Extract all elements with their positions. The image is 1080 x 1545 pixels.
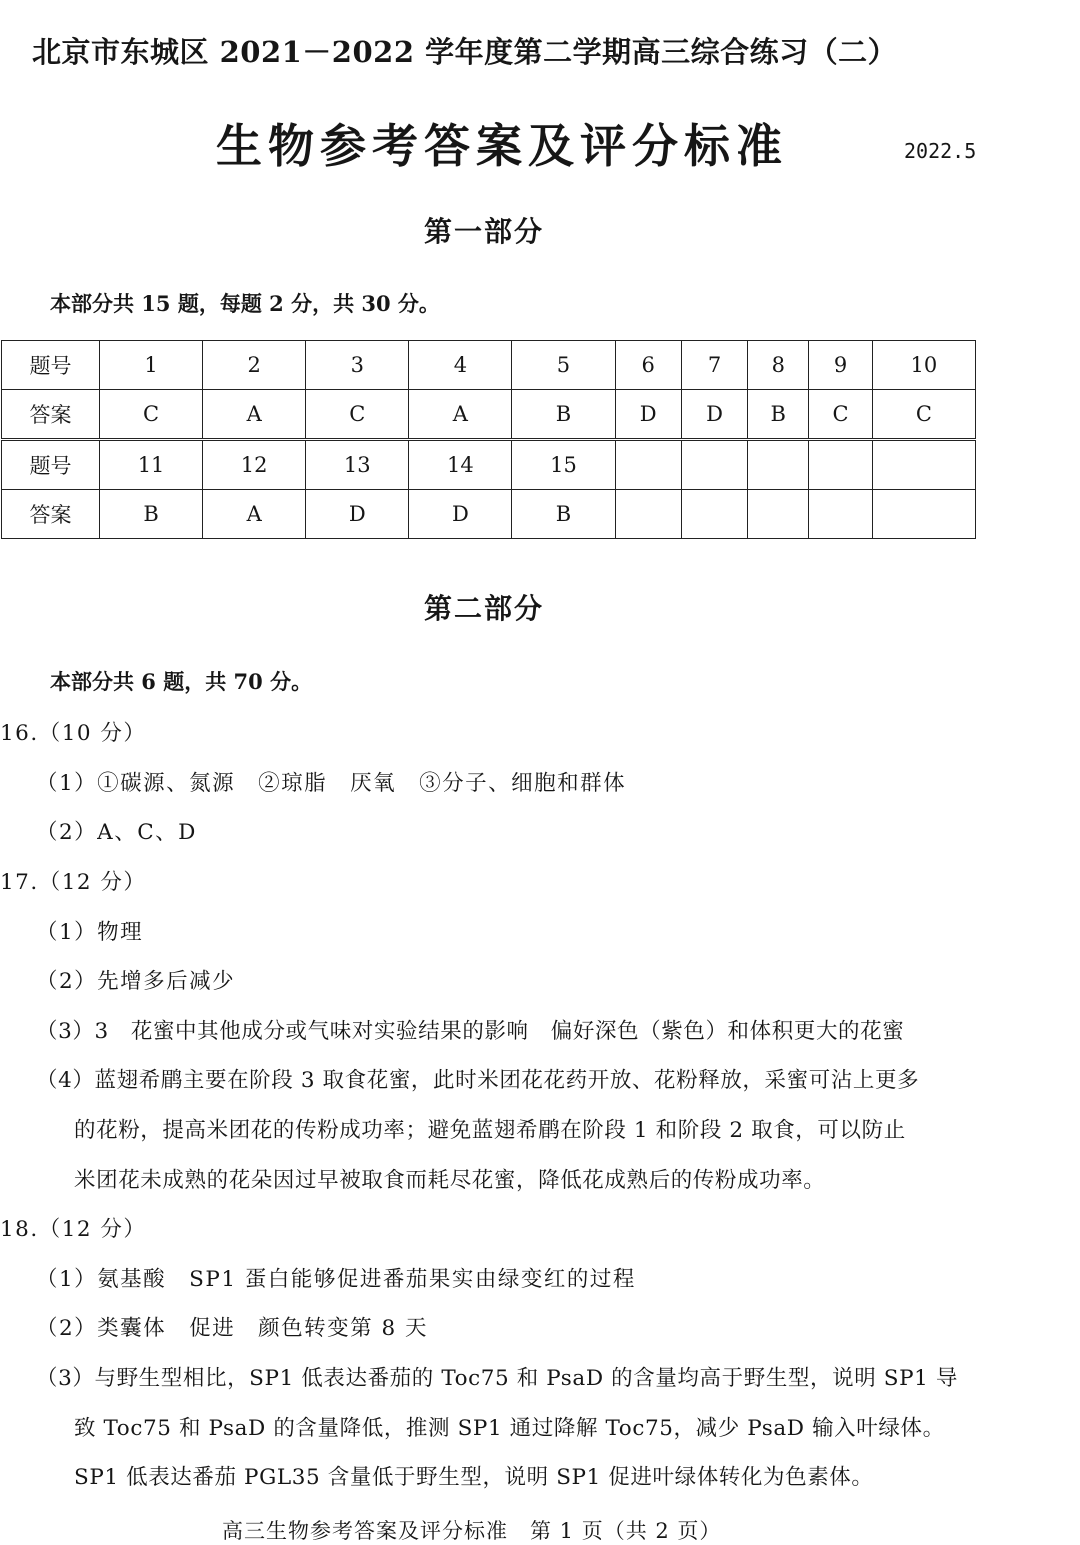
row-label-question: 题号: [2, 440, 100, 490]
row-label-answer: 答案: [2, 390, 100, 440]
answer-line: 致 Toc75 和 PsaD 的含量降低，推测 SP1 通过降解 Toc75，减少 PsaD 输入叶绿体。: [74, 1416, 945, 1441]
answer-cell: D: [306, 490, 409, 539]
page-title: 生物参考答案及评分标准: [216, 119, 788, 173]
question-number-cell: [615, 440, 681, 490]
answer-cell: C: [306, 390, 409, 440]
answer-cell: C: [872, 390, 975, 440]
answer-line: （1）物理: [36, 920, 144, 945]
answer-cell: [748, 490, 809, 539]
question-number-cell: 5: [512, 341, 615, 390]
answer-cell: B: [100, 490, 203, 539]
answer-line: （3）3 花蜜中其他成分或气味对实验结果的影响 偏好深色（紫色）和体积更大的花蜜: [36, 1019, 905, 1044]
answer-line: （2）类囊体 促进 颜色转变第 8 天: [36, 1316, 429, 1341]
answer-line: （2）先增多后减少: [36, 969, 236, 994]
exam-header-title: 北京市东城区 2021－2022 学年度第二学期高三综合练习（二）: [32, 35, 898, 69]
question-number-cell: 2: [203, 341, 306, 390]
question-number-cell: 12: [203, 440, 306, 490]
document-date: 2022.5: [904, 139, 977, 163]
answer-cell: C: [100, 390, 203, 440]
question-number-cell: 7: [681, 341, 747, 390]
table-row-questions-1: [2, 341, 976, 390]
question-number-cell: 4: [409, 341, 512, 390]
answer-cell: D: [681, 390, 747, 440]
answer-cell: B: [748, 390, 809, 440]
question-number-cell: [809, 440, 872, 490]
question-number-cell: 15: [512, 440, 615, 490]
page-footer: 高三生物参考答案及评分标准 第 1 页（共 2 页）: [222, 1519, 722, 1543]
question-number-cell: 3: [306, 341, 409, 390]
question-number-cell: [681, 440, 747, 490]
question-16-heading: 16.（10 分）: [0, 721, 147, 746]
answer-line: （3）与野生型相比，SP1 低表达番茄的 Toc75 和 PsaD 的含量均高于野生型，说明 SP1 导: [36, 1366, 958, 1391]
part2-intro: 本部分共 6 题，共 70 分。: [50, 669, 313, 694]
question-number-cell: [872, 440, 975, 490]
question-number-cell: [748, 440, 809, 490]
answer-cell: [681, 490, 747, 539]
answer-line: 的花粉，提高米团花的传粉成功率；避免蓝翅希鹛在阶段 1 和阶段 2 取食，可以防止: [74, 1118, 906, 1143]
answer-cell: B: [512, 490, 615, 539]
question-number-cell: 9: [809, 341, 872, 390]
question-number-cell: 13: [306, 440, 409, 490]
question-number-cell: 14: [409, 440, 512, 490]
row-label-question: 题号: [2, 341, 100, 390]
table-row-answers-1: [2, 390, 976, 440]
answer-cell: C: [809, 390, 872, 440]
part2-title: 第二部分: [424, 592, 545, 625]
answer-cell: [872, 490, 975, 539]
row-label-answer: 答案: [2, 490, 100, 539]
answer-line: 米团花未成熟的花朵因过早被取食而耗尽花蜜，降低花成熟后的传粉成功率。: [74, 1168, 826, 1193]
answer-line: （1）①碳源、氮源 ②琼脂 厌氧 ③分子、细胞和群体: [36, 771, 627, 796]
table-row-answers-2: [2, 490, 976, 539]
answer-line: （4）蓝翅希鹛主要在阶段 3 取食花蜜，此时米团花花药开放、花粉释放，采蜜可沾上更多: [36, 1068, 920, 1093]
answer-cell: B: [512, 390, 615, 440]
answer-line: （2）A、C、D: [36, 820, 197, 845]
question-17-heading: 17.（12 分）: [0, 870, 147, 895]
answer-line: （1）氨基酸 SP1 蛋白能够促进番茄果实由绿变红的过程: [36, 1267, 636, 1292]
question-number-cell: 8: [748, 341, 809, 390]
part1-intro: 本部分共 15 题，每题 2 分，共 30 分。: [50, 291, 440, 316]
question-number-cell: 10: [872, 341, 975, 390]
question-18-heading: 18.（12 分）: [0, 1217, 147, 1242]
part1-title: 第一部分: [424, 215, 545, 248]
answer-cell: A: [409, 390, 512, 440]
answer-cell: [615, 490, 681, 539]
question-number-cell: 11: [100, 440, 203, 490]
answer-cell: A: [203, 390, 306, 440]
answer-table: [1, 340, 976, 539]
answer-line: SP1 低表达番茄 PGL35 含量低于野生型，说明 SP1 促进叶绿体转化为色素体。: [74, 1465, 874, 1490]
question-number-cell: 6: [615, 341, 681, 390]
answer-cell: [809, 490, 872, 539]
answer-cell: D: [615, 390, 681, 440]
question-number-cell: 1: [100, 341, 203, 390]
answer-cell: D: [409, 490, 512, 539]
table-row-questions-2: [2, 440, 976, 490]
answer-cell: A: [203, 490, 306, 539]
